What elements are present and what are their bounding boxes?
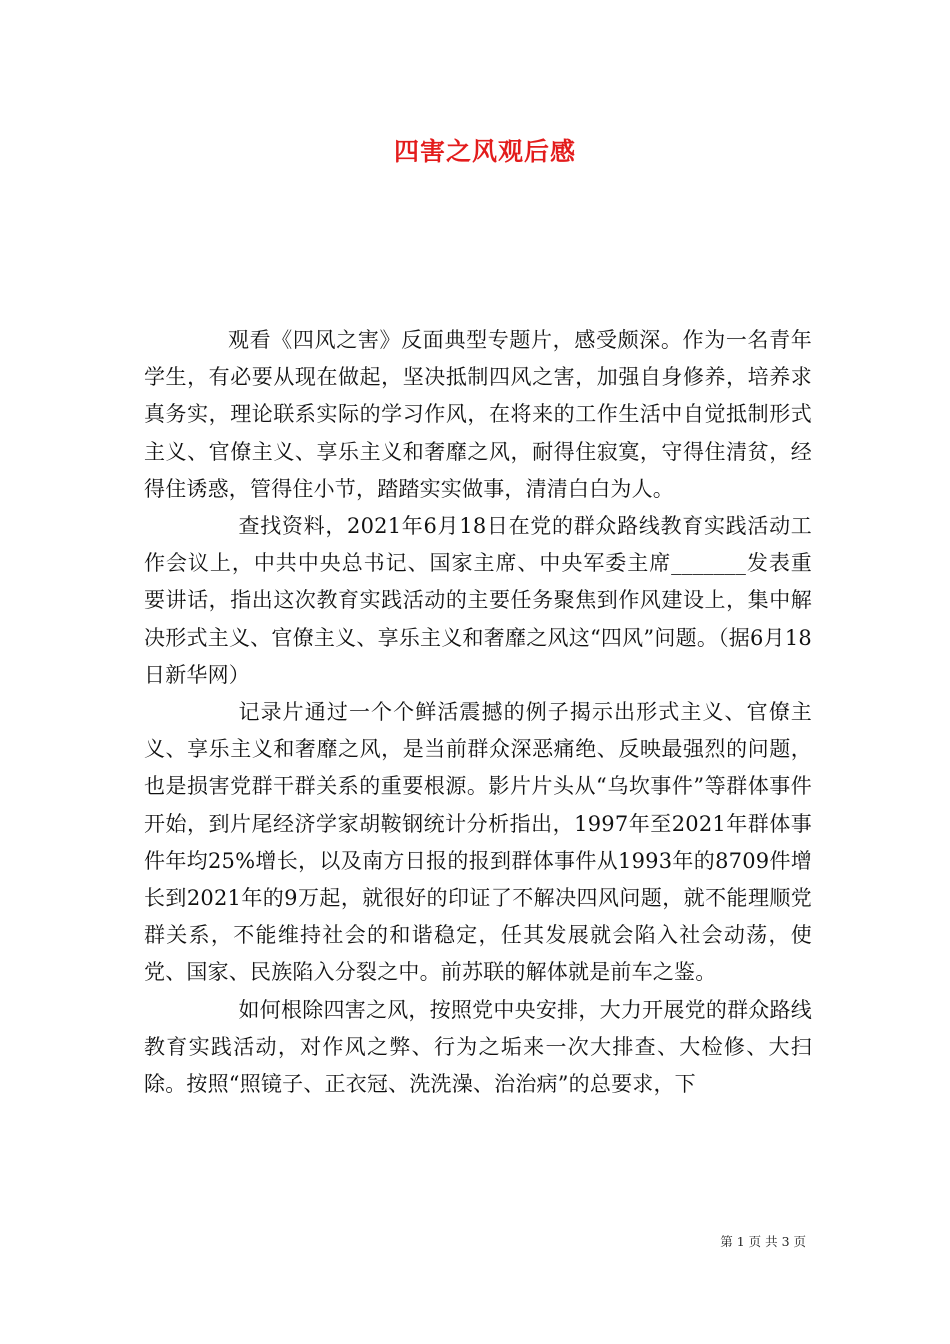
page-number-footer: 第 1 页 共 3 页 bbox=[720, 1234, 806, 1249]
document-body bbox=[144, 322, 812, 1103]
paragraph-1: 观看《四风之害》反面典型专题片，感受颇深。作为一名青年学生，有必要从现在做起，坚决抵制四风之害，加强自身修养，培养求真务实，理论联系实际的学习作风，在将来的工作生活中自觉抵制形式主义、官僚主义、享乐主义和奢靡之风，耐得住寂寞，守得住清贫，经得住诱惑，管得住小节，踏踏实实做事，清清白白为人。 bbox=[144, 328, 812, 501]
document-title: 四害之风观后感 bbox=[393, 137, 576, 166]
paragraph-4: 如何根除四害之风，按照党中央安排，大力开展党的群众路线教育实践活动，对作风之弊、行为之垢来一次大排查、大检修、大扫除。按照“照镜子、正衣冠、洗洗澡、治治病”的总要求，下 bbox=[144, 997, 812, 1097]
paragraph-2: 查找资料，2021年6月18日在党的群众路线教育实践活动工作会议上，中共中央总书记、国家主席、中央军委主席_______发表重要讲话，指出这次教育实践活动的主要任务聚焦到作风建设上，集中解决形式主义、官僚主义、享乐主义和奢靡之风这“四风”问题。（据6月18日新华网） bbox=[144, 514, 812, 687]
paragraph-3: 记录片通过一个个鲜活震撼的例子揭示出形式主义、官僚主义、享乐主义和奢靡之风，是当前群众深恶痛绝、反映最强烈的问题，也是损害党群干群关系的重要根源。影片片头从“乌坎事件”等群体事件开始，到片尾经济学家胡鞍钢统计分析指出，1997年至2021年群体事件年均25%增长，以及南方日报的报到群体事件从1993年的8709件增长到2021年的9万起，就很好的印证了不解决四风问题，就不能理顺党群关系，不能维持社会的和谐稳定，任其发展就会陷入社会动荡，使党、国家、民族陷入分裂之中。前苏联的解体就是前车之鉴。 bbox=[144, 700, 812, 985]
